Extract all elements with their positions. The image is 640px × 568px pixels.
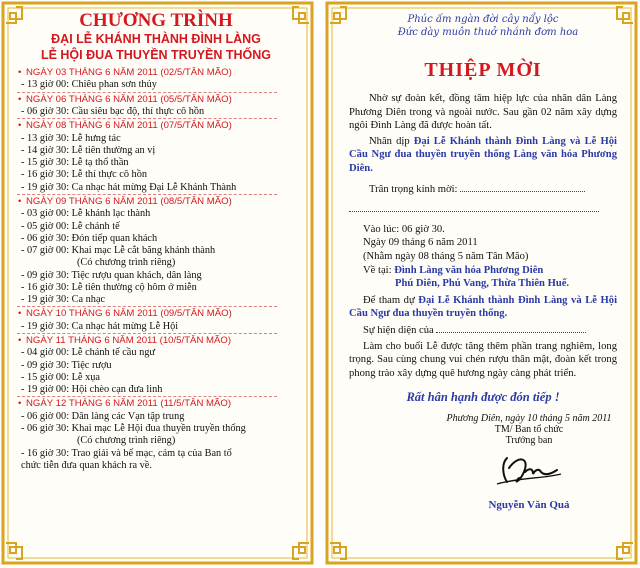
event-venue: Về tại: Đình Làng văn hóa Phương Diên [363,264,544,276]
organizer: TM/ Ban tổ chức [494,424,564,436]
presence-blank [436,323,586,333]
presence-line: Sự hiện diện của [349,323,617,338]
welcome-line: Rất hân hạnh được đón tiếp ! [406,390,560,405]
event-time: Vào lúc: 06 giờ 30. [363,223,445,235]
schedule-event: chức tiễn đưa quan khách ra về. [21,459,152,471]
invitation-card [325,1,638,565]
schedule-event: - 15 giờ 30: Lễ tạ thổ thần [21,157,129,169]
schedule-event: - 14 giờ 30: Lễ tiên thường an vị [21,144,156,156]
schedule-date: NGÀY 10 THÁNG 6 NĂM 2011 (09/5/TÂN MÃO) [26,308,232,320]
divider [17,333,277,334]
schedule-date: NGÀY 03 THÁNG 6 NĂM 2011 (02/5/TÂN MÃO) [26,67,232,78]
blank-line [349,202,617,217]
schedule-event: - 19 giờ 00: Hội chèo cạn đưa linh [21,384,163,396]
verse-line-1: Phúc ấm ngàn đời cây nẩy lộc [407,14,559,25]
program-subtitle-1: ĐẠI LỄ KHÁNH THÀNH ĐÌNH LÀNG [51,32,261,46]
signature [439,446,619,494]
schedule-event: - 03 giờ 00: Lễ khánh lạc thành [21,208,151,220]
schedule-event: - 13 giờ 00: Chiêu phan sơn thủy [21,79,157,91]
bullet-icon: • [18,93,22,105]
bullet-icon: • [18,398,22,410]
occasion-paragraph: Nhân dịp Đại Lễ Khánh thành Đình Làng và Lễ Hội Cầu Ngư đua thuyền truyền thống Làng văn hóa Phương Diên. [349,135,617,174]
schedule-event: - 16 giờ 30: Lễ tiên thường cộ hôm ở miễn [21,281,197,293]
schedule-day [17,120,295,132]
guest-name-blank-2 [349,202,599,212]
schedule-date: NGÀY 09 THÁNG 6 NĂM 2011 (08/5/TÂN MÃO) [26,195,232,207]
event-lunar-date: (Nhằm ngày 08 tháng 5 năm Tân Mão) [363,250,529,262]
schedule-event: - 06 giờ 30: Khai mạc Lễ Hội đua thuyền truyền thống [21,423,246,435]
divider [17,396,277,397]
guest-name-blank [460,182,585,192]
schedule-event: - 15 giờ 00: Lễ xụa [21,371,100,383]
schedule-event: (Có chương trình riêng) [77,435,176,447]
schedule-event: - 16 giờ 30: Trao giải và bế mạc, cảm tạ của Ban tổ [21,447,232,459]
schedule-event: - 04 giờ 00: Lễ chánh tế cầu ngư [21,347,155,359]
schedule-event: (Có chương trình riêng) [77,257,176,269]
divider [17,92,277,93]
schedule-day [17,398,295,410]
bullet-icon: • [18,308,22,320]
invitation-title: THIỆP MỜI [424,59,542,81]
schedule-event: - 06 giờ 00: Dân làng các Vạn tập trung [21,410,185,422]
schedule-event: - 09 giờ 30: Tiệc rượu [21,359,112,371]
schedule-event: - 13 giờ 30: Lễ hưng tác [21,132,121,144]
respect-line: Trân trọng kính mời: [349,182,617,197]
closing-paragraph: Làm cho buổi Lễ được tăng thêm phần trang nghiêm, long trọng. Sau cùng chung vui chén rượu thân mật, đoàn kết trong phong trào xây dựng quê hương ngày càng phát triển. [349,340,617,379]
schedule-event: - 06 giờ 30: Đón tiếp quan khách [21,232,158,244]
bullet-icon: • [18,195,22,207]
event-date: Ngày 09 tháng 6 năm 2011 [363,237,478,249]
attend-paragraph: Để tham dự Đại Lễ Khánh thành Đình Làng và Lễ Hội Cầu Ngư đua thuyền truyền thống. [349,294,618,320]
schedule-event: - 19 giờ 30: Ca nhạc hát mừng Lễ Hội [21,320,179,332]
venue-address: Phú Diên, Phú Vang, Thừa Thiên Huế. [395,278,570,290]
schedule-event: - 05 giờ 00: Lễ chánh tế [21,220,120,232]
bullet-icon: • [18,120,22,132]
venue-name: Đình Làng văn hóa Phương Diên [394,264,544,276]
divider [17,194,277,195]
program-title: CHƯƠNG TRÌNH [79,10,233,31]
schedule-day [17,67,295,79]
schedule-day [17,335,295,347]
schedule-event: - 19 giờ 30: Ca nhạc [21,294,106,306]
divider [17,118,277,119]
organizer-role: Trưởng ban [505,435,553,447]
bullet-icon: • [18,335,22,347]
schedule-date: NGÀY 11 THÁNG 6 NĂM 2011 (10/5/TÂN MÃO) [26,335,232,347]
schedule-event: - 09 giờ 30: Tiệc rượu quan khách, dân làng [21,269,202,281]
verse-line-2: Đức dày muôn thuở nhánh đơm hoa [397,27,579,38]
schedule-event: - 07 giờ 00: Khai mạc Lễ cắt băng khánh thành [21,245,216,257]
schedule-event: - 06 giờ 30: Cầu siêu bạc độ, thí thực cô hồn [21,106,205,118]
schedule-day [17,94,295,106]
schedule-day [17,196,295,208]
schedule-date: NGÀY 08 THÁNG 6 NĂM 2011 (07/5/TÂN MÃO) [26,120,232,132]
schedule-event: - 19 giờ 30: Ca nhạc hát mừng Đại Lễ Khánh Thành [21,181,237,193]
program-schedule [17,67,295,472]
intro-paragraph: Nhờ sự đoàn kết, đồng tâm hiệp lực của nhân dân Làng Phương Diên trong và ngoài nước. Sau gần 02 năm xây dựng ngôi Đình Làng đã được hoàn tất. [349,93,617,132]
program-card [1,1,314,565]
schedule-day [17,308,295,320]
signer-name: Nguyễn Văn Quả [488,499,570,512]
divider [17,306,277,307]
schedule-event: - 16 giờ 30: Lễ thí thực cô hồn [21,169,147,181]
schedule-date: NGÀY 06 THÁNG 6 NĂM 2011 (05/5/TÂN MÃO) [26,93,232,105]
program-subtitle-2: LỄ HỘI ĐUA THUYỀN TRUYỀN THỐNG [40,48,272,62]
bullet-icon: • [18,67,22,78]
place-date: Phương Diên, ngày 10 tháng 5 năm 2011 [446,413,612,425]
occasion-name: Đại Lễ Khánh thành Đình Làng và Lễ Hội Cầu Ngư đua thuyền truyền thống Làng văn hóa Phương Diên. [349,135,617,174]
schedule-date: NGÀY 12 THÁNG 6 NĂM 2011 (11/5/TÂN MÃO) [26,398,232,410]
